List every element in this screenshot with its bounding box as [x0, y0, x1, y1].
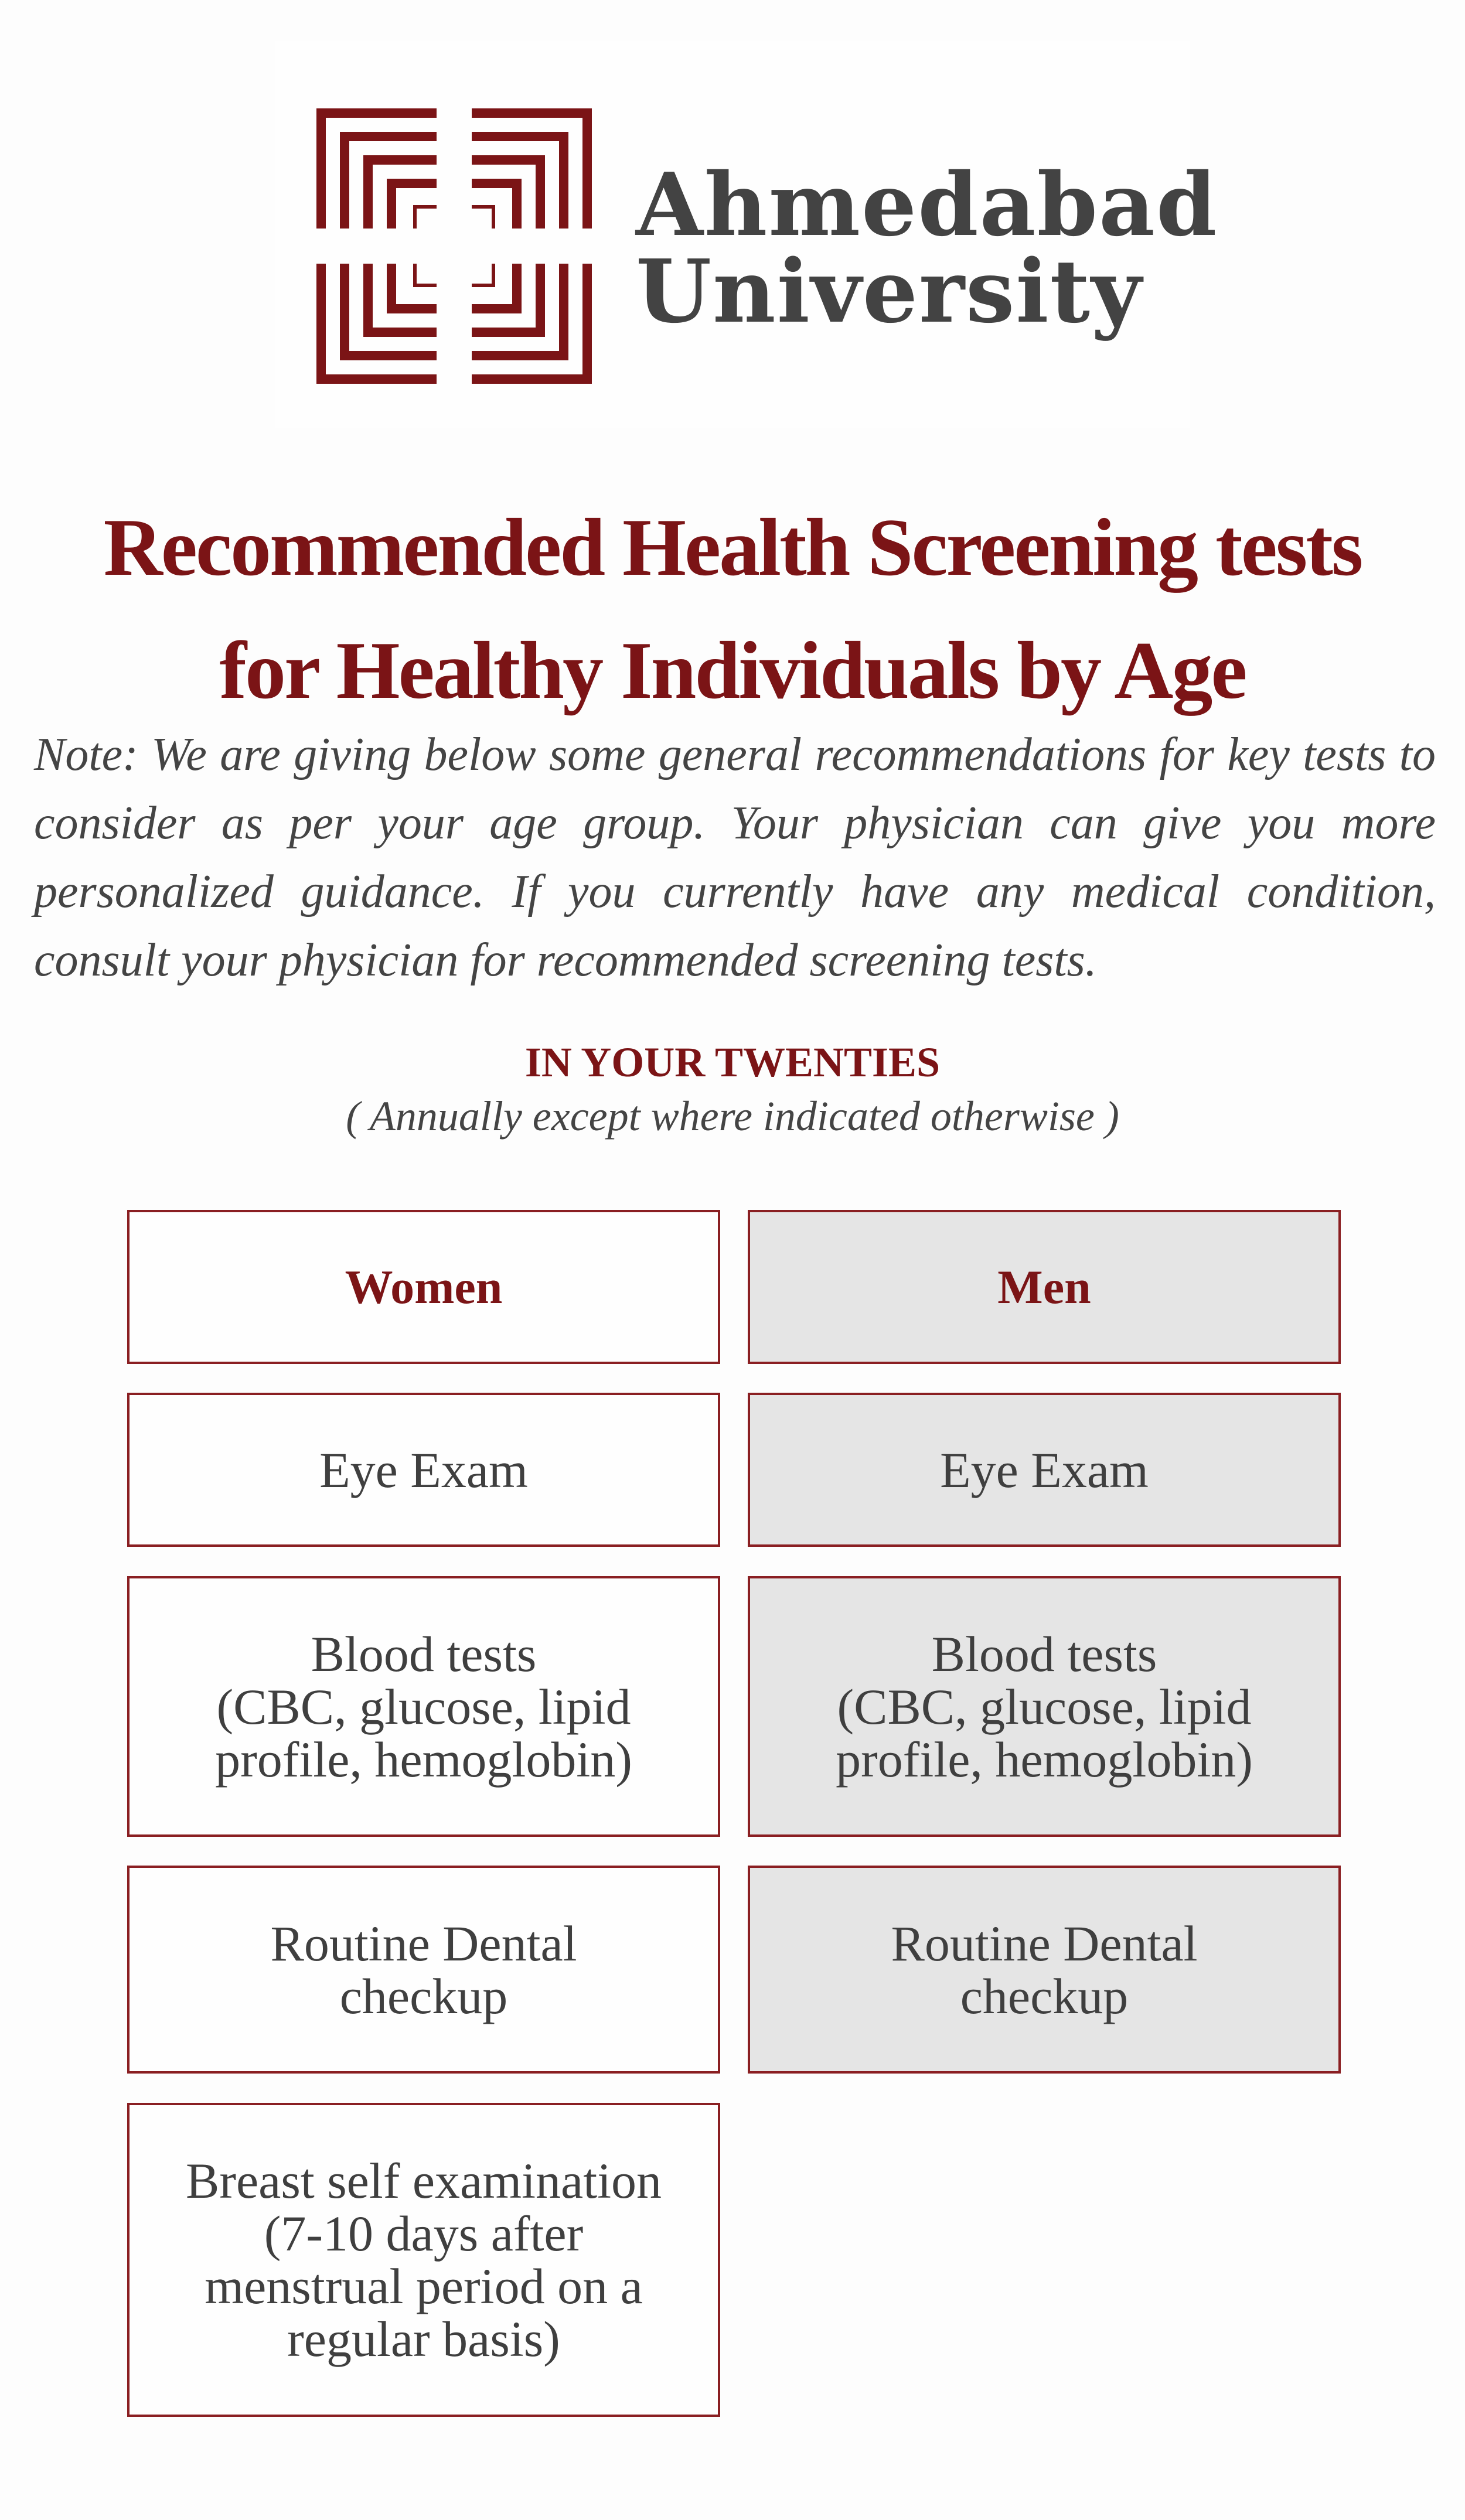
men-test-eye-exam: Eye Exam: [748, 1393, 1341, 1547]
women-test-breast-self-exam: Breast self examination (7-10 days after menstrual period on a regular basis): [127, 2103, 720, 2417]
note-paragraph: Note: We are giving below some general recommendations for key tests to consider as per your age group. Your physician can give you more personalized guidance. If you currently have any medical condition, consult your physician for recommended screening tests.: [34, 729, 1436, 986]
university-name: [636, 154, 1218, 342]
page-title: [0, 486, 1465, 732]
men-test-dental-checkup: Routine Dental checkup: [748, 1866, 1341, 2074]
section-heading: IN YOUR TWENTIES: [524, 1039, 941, 1086]
men-test-blood-tests: Blood tests (CBC, glucose, lipid profile, hemoglobin): [748, 1576, 1341, 1837]
women-test-eye-exam: Eye Exam: [127, 1393, 720, 1547]
university-name-line1: Ahmedabad: [636, 154, 1218, 255]
university-name-line2: University: [636, 240, 1143, 342]
section-subheading: ( Annually except where indicated otherwise ): [346, 1093, 1119, 1140]
page-title-line1: Recommended Health Screening tests: [103, 502, 1362, 593]
women-test-dental-checkup: Routine Dental checkup: [127, 1866, 720, 2074]
page-title-line2: for Healthy Individuals by Age: [219, 625, 1246, 716]
women-column-header: Women: [127, 1210, 720, 1364]
men-column-header: Men: [748, 1210, 1341, 1364]
university-logo-icon: [316, 108, 592, 384]
women-test-blood-tests: Blood tests (CBC, glucose, lipid profile, hemoglobin): [127, 1576, 720, 1837]
